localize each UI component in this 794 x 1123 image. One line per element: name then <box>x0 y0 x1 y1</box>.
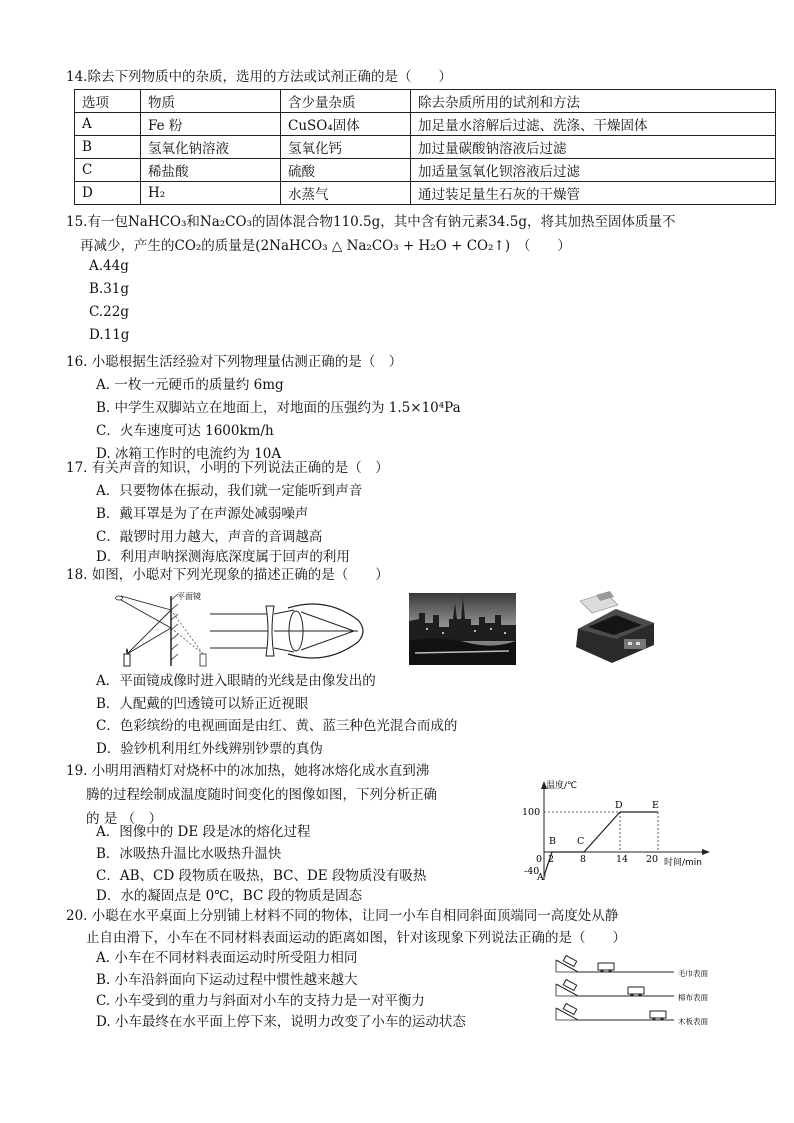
q17-option-b: B．戴耳罩是为了在声源处减弱噪声 <box>96 506 309 522</box>
table-header: 物质 <box>141 90 281 113</box>
table-row <box>75 159 776 182</box>
q16-option-a: A. 一枚一元硬币的质量约 6mg <box>96 377 284 393</box>
table-cell: 氢氧化钙 <box>281 136 411 159</box>
table-cell: 稀盐酸 <box>141 159 281 182</box>
q15-line1: 15.有一包NaHCO₃和Na₂CO₃的固体混合物110.5g，其中含有钠元素34.5g，将其加热至固体质量不 <box>66 214 676 230</box>
city-night-photo <box>409 593 516 665</box>
q15-option-a: A.44g <box>89 258 129 274</box>
q18-option-c: C．色彩缤纷的电视画面是由红、黄、蓝三种色光混合而成的 <box>96 718 458 734</box>
q19-line1: 19. 小明用酒精灯对烧杯中的冰加热，她将冰熔化成水直到沸 <box>66 763 430 779</box>
q20-line2: 止自由滑下，小车在不同材料表面运动的距离如图，针对该现象下列说法正确的是（ ） <box>86 930 626 946</box>
graph-x-tick-14: 14 <box>616 854 629 865</box>
q15-option-c: C.22g <box>89 304 129 320</box>
q18-option-b: B．人配戴的凹透镜可以矫正近视眼 <box>96 696 309 712</box>
q16-option-b: B. 中学生双脚站立在地面上，对地面的压强约为 1.5×10⁴Pa <box>96 400 461 416</box>
q18-title: 18. 如图，小聪对下列光现象的描述正确的是（ ） <box>66 567 389 583</box>
graph-y-tick-100: 100 <box>522 807 541 818</box>
graph-y-tick-neg40: -40 <box>524 866 540 877</box>
eye-lens-diagram <box>208 600 368 662</box>
q17-option-a: A．只要物体在振动，我们就一定能听到声音 <box>96 483 363 499</box>
money-detector-photo <box>566 589 659 667</box>
table-cell: 加过量碳酸钠溶液后过滤 <box>411 136 776 159</box>
q19-line2: 腾的过程绘制成温度随时间变化的图像如图，下列分析正确 <box>86 787 437 803</box>
graph-x-tick-20: 20 <box>646 854 659 865</box>
table-cell: A <box>75 113 141 136</box>
q20-option-c: C. 小车受到的重力与斜面对小车的支持力是一对平衡力 <box>96 993 425 1009</box>
graph-point-a: A <box>537 872 544 883</box>
q16-title: 16. 小聪根据生活经验对下列物理量估测正确的是（ ） <box>66 354 403 370</box>
cart-ramp-diagram <box>554 954 726 1028</box>
q20-option-a: A. 小车在不同材料表面运动时所受阻力相同 <box>96 950 358 966</box>
table-row <box>75 113 776 136</box>
table-cell: 加足量水溶解后过滤、洗涤、干燥固体 <box>411 113 776 136</box>
table-header: 含少量杂质 <box>281 90 411 113</box>
q15-line2: 再减少，产生的CO₂的质量是(2NaHCO₃ △ Na₂CO₃ + H₂O + CO₂↑) （ ） <box>80 238 571 254</box>
q17-title: 17. 有关声音的知识，小明的下列说法正确的是（ ） <box>66 460 389 476</box>
graph-x-tick-8: 8 <box>580 854 587 865</box>
graph-point-b: B <box>549 836 556 847</box>
surface-label-wood: 木板表面 <box>678 1017 708 1026</box>
q19-option-c: C．AB、CD 段物质在吸热，BC、DE 段物质没有吸热 <box>96 868 427 884</box>
graph-point-c: C <box>577 836 585 847</box>
table-cell: Fe 粉 <box>141 113 281 136</box>
table-header-row <box>75 90 776 113</box>
q20-option-d: D. 小车最终在水平面上停下来，说明力改变了小车的运动状态 <box>96 1014 466 1030</box>
graph-y-axis-label: 温度/℃ <box>546 781 578 791</box>
plane-mirror-label: 平面镜 <box>177 592 201 601</box>
q20-option-b: B. 小车沿斜面向下运动过程中惯性越来越大 <box>96 972 358 988</box>
q16-option-c: C．火车速度可达 1600km/h <box>96 423 274 439</box>
graph-point-d: D <box>615 800 623 811</box>
q19-line3: 的 是 （ ） <box>86 811 163 827</box>
impurity-table <box>74 89 776 205</box>
temperature-time-graph <box>516 776 712 886</box>
table-cell: 水蒸气 <box>281 182 411 205</box>
graph-origin-label: 0 <box>536 854 543 865</box>
graph-x-axis-label: 时间/min <box>664 858 703 868</box>
q17-option-c: C．敲锣时用力越大，声音的音调越高 <box>96 529 323 545</box>
q18-option-d: D．验钞机利用红外线辨别钞票的真伪 <box>96 741 323 757</box>
q17-option-d: D．利用声呐探测海底深度属于回声的利用 <box>96 549 350 565</box>
graph-x-tick-2: 2 <box>548 854 555 865</box>
surface-label-towel: 毛巾表面 <box>678 969 708 978</box>
graph-point-e: E <box>652 800 659 811</box>
table-cell: D <box>75 182 141 205</box>
table-row <box>75 182 776 205</box>
table-cell: 加适量氢氧化钡溶液后过滤 <box>411 159 776 182</box>
table-cell: 通过装足量生石灰的干燥管 <box>411 182 776 205</box>
q19-option-d: D．水的凝固点是 0℃，BC 段的物质是固态 <box>96 888 363 904</box>
q15-option-b: B.31g <box>89 281 130 297</box>
table-header: 选项 <box>75 90 141 113</box>
table-cell: B <box>75 136 141 159</box>
table-cell: 硫酸 <box>281 159 411 182</box>
table-cell: H₂ <box>141 182 281 205</box>
table-cell: 氢氧化钠溶液 <box>141 136 281 159</box>
q20-line1: 20. 小聪在水平桌面上分别铺上材料不同的物体，让同一小车自相同斜面顶端同一高度处从静 <box>66 908 619 924</box>
plane-mirror-diagram <box>115 588 207 668</box>
table-cell: CuSO₄固体 <box>281 113 411 136</box>
table-cell: C <box>75 159 141 182</box>
table-header: 除去杂质所用的试剂和方法 <box>411 90 776 113</box>
q18-option-a: A．平面镜成像时进入眼睛的光线是由像发出的 <box>96 673 376 689</box>
q19-option-b: B．冰吸热升温比水吸热升温快 <box>96 846 282 862</box>
q14-title: 14.除去下列物质中的杂质，选用的方法或试剂正确的是（ ） <box>66 69 452 85</box>
table-row <box>75 136 776 159</box>
surface-label-cotton: 棉布表面 <box>678 993 708 1002</box>
q15-option-d: D.11g <box>89 327 130 343</box>
q19-option-a: A．图像中的 DE 段是冰的熔化过程 <box>96 824 311 840</box>
q16-option-d: D. 冰箱工作时的电流约为 10A <box>96 446 282 462</box>
